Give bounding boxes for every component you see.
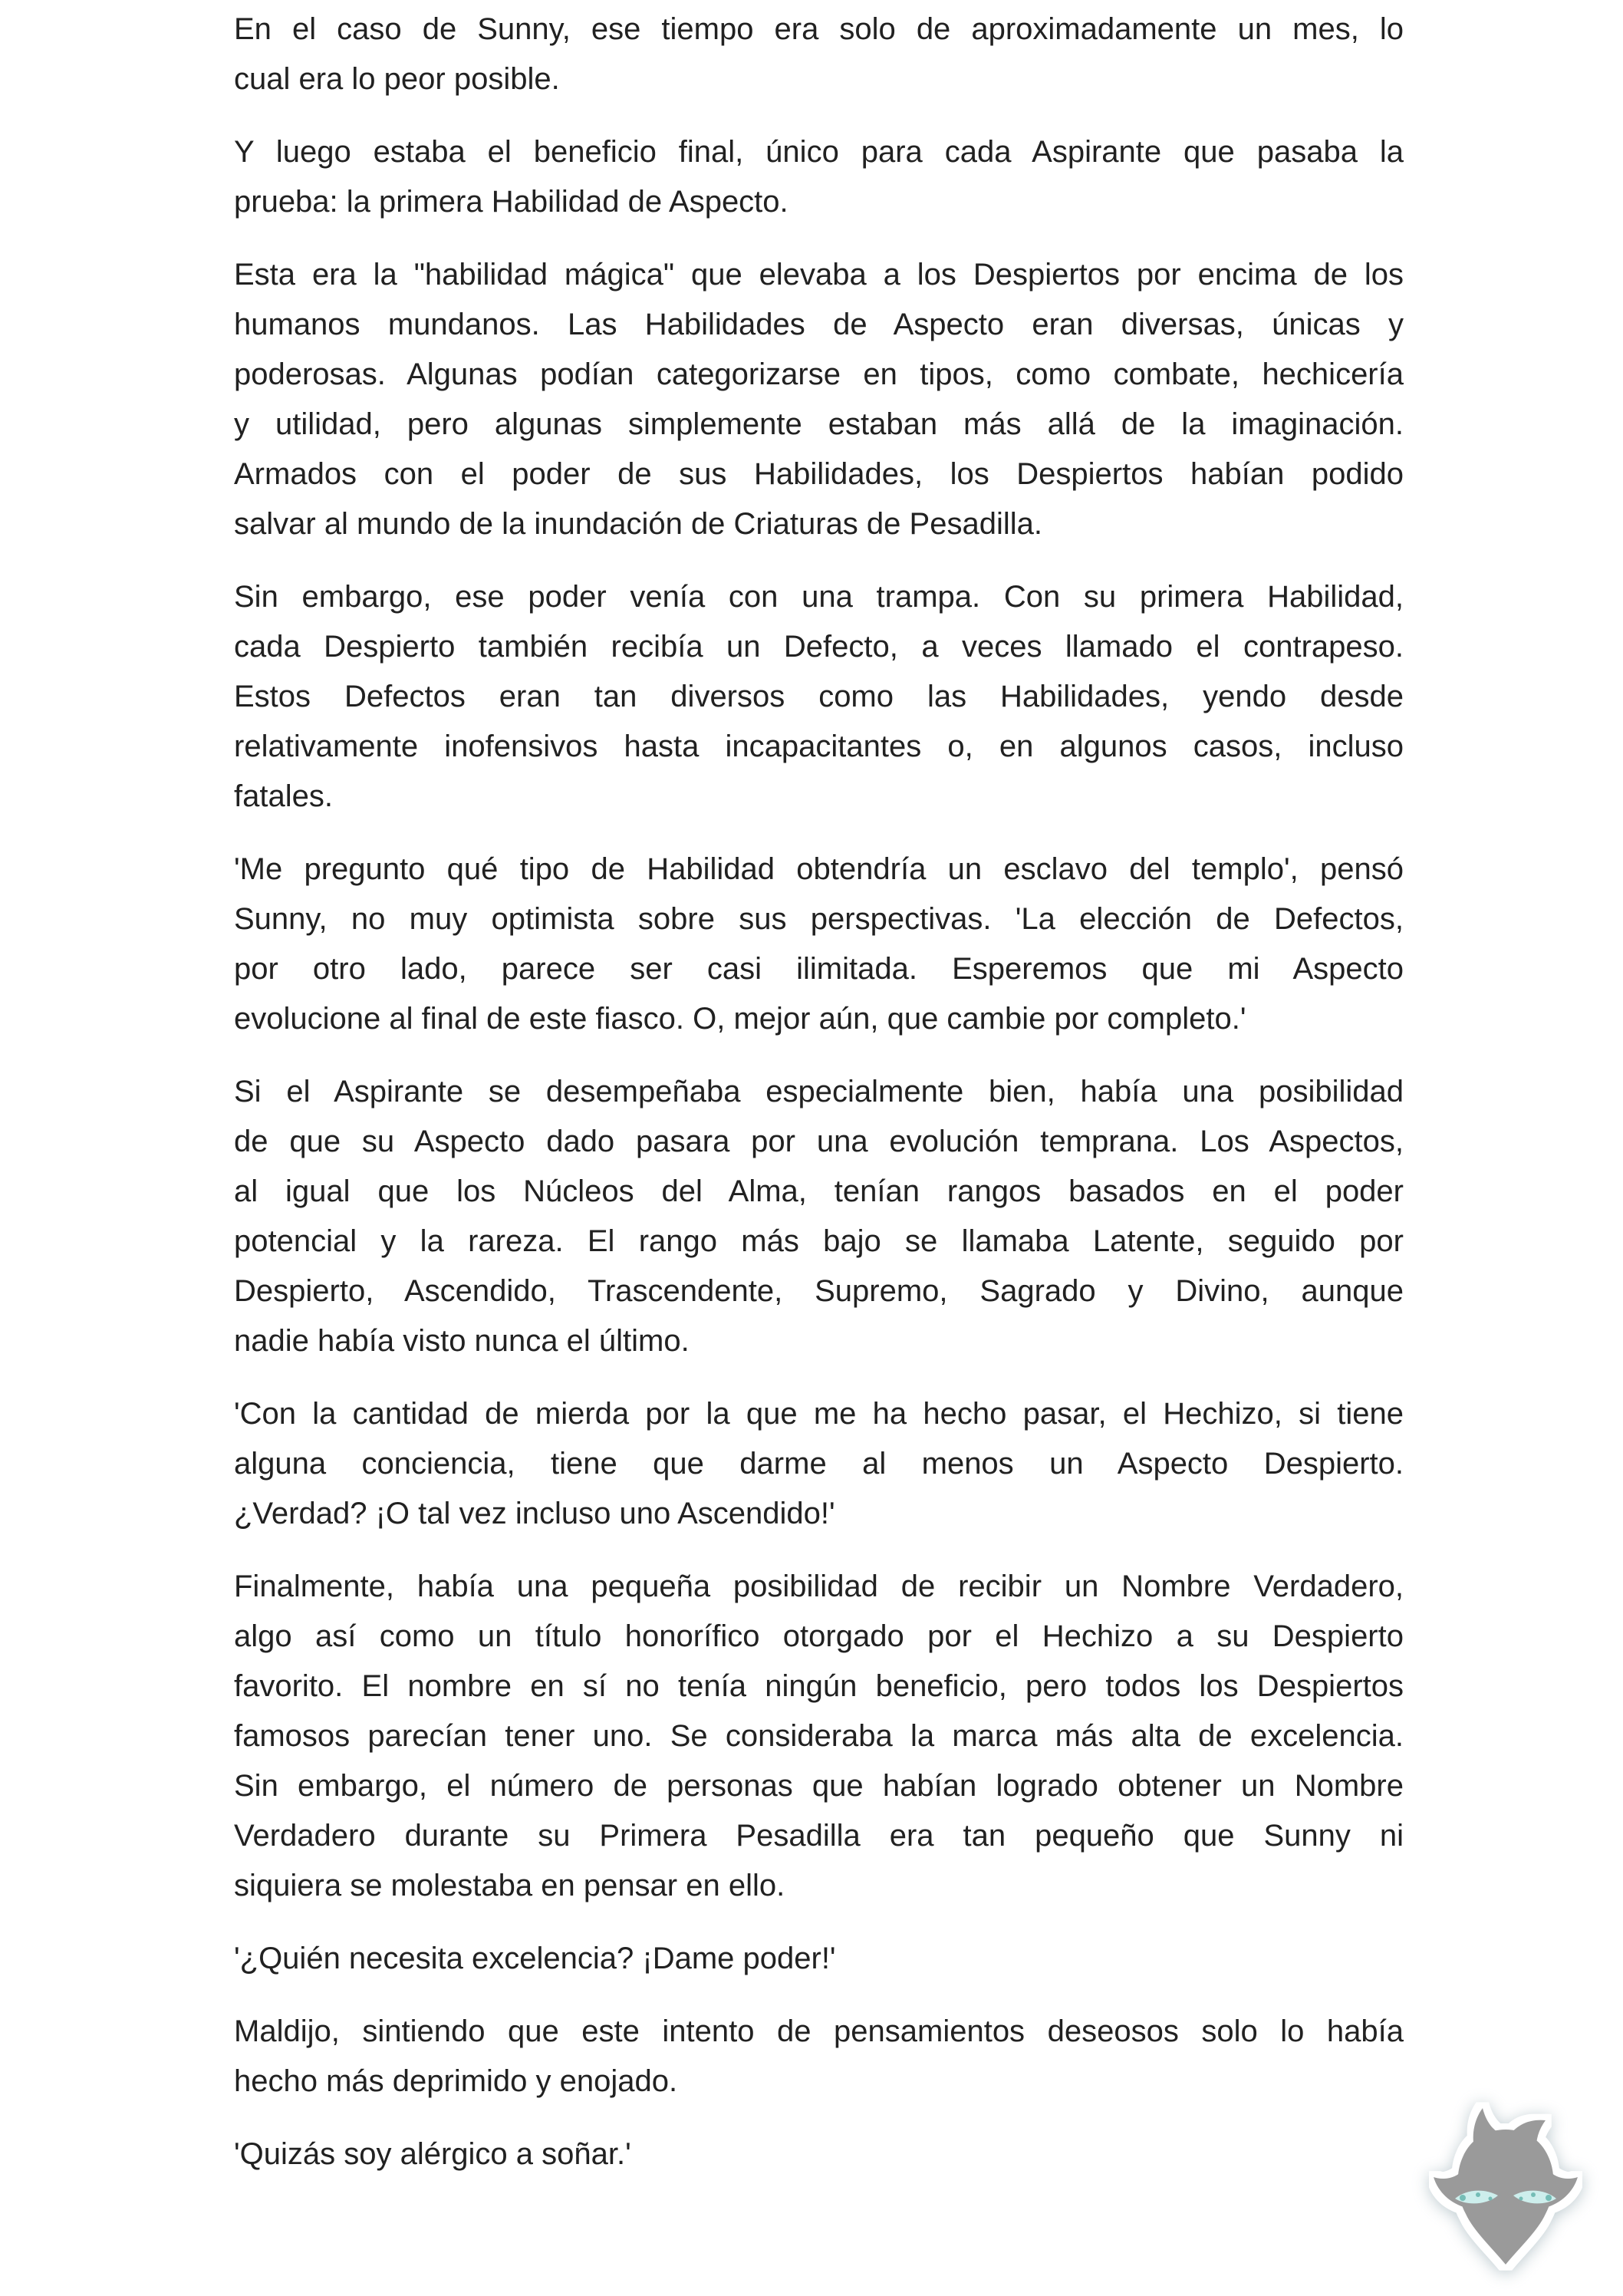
paragraph: [234, 2007, 1404, 2107]
text-line: 'Me pregunto qué tipo de Habilidad obtendría un esclavo del templo', pensó: [234, 852, 1404, 886]
text-line: famosos parecían tener uno. Se consideraba la marca más alta de excelencia.: [234, 1719, 1404, 1753]
text-line: de que su Aspecto dado pasara por una evolución temprana. Los Aspectos,: [234, 1125, 1404, 1158]
text-line: Si el Aspirante se desempeñaba especialmente bien, había una posibilidad: [234, 1075, 1404, 1108]
text-line: fatales.: [234, 779, 333, 813]
text-line: ¿Verdad? ¡O tal vez incluso uno Ascendido!': [234, 1497, 835, 1530]
demon-head-icon: [1429, 2102, 1582, 2271]
text-line: Sunny, no muy optimista sobre sus perspectivas. 'La elección de Defectos,: [234, 902, 1404, 936]
text-line: '¿Quién necesita excelencia? ¡Dame poder!': [234, 1942, 836, 1975]
text-line: Sin embargo, ese poder venía con una trampa. Con su primera Habilidad,: [234, 580, 1404, 614]
text-line: nadie había visto nunca el último.: [234, 1324, 690, 1358]
text-line: y utilidad, pero algunas simplemente estaban más allá de la imaginación.: [234, 407, 1404, 441]
text-line: Armados con el poder de sus Habilidades, los Despiertos habían podido: [234, 457, 1404, 491]
text-line: 'Quizás soy alérgico a soñar.': [234, 2137, 631, 2171]
text-line: potencial y la rareza. El rango más bajo se llamaba Latente, seguido por: [234, 1224, 1404, 1258]
paragraph: [234, 127, 1404, 227]
chapter-text: [234, 5, 1404, 2179]
paragraph: [234, 1067, 1404, 1366]
paragraph: [234, 5, 1404, 104]
text-line: Despierto, Ascendido, Trascendente, Supremo, Sagrado y Divino, aunque: [234, 1274, 1404, 1308]
text-line: por otro lado, parece ser casi ilimitada. Esperemos que mi Aspecto: [234, 952, 1404, 986]
text-line: al igual que los Núcleos del Alma, tenían rangos basados en el poder: [234, 1174, 1404, 1208]
text-line: Maldijo, sintiendo que este intento de pensamientos deseosos solo lo había: [234, 2014, 1404, 2048]
text-line: En el caso de Sunny, ese tiempo era solo de aproximadamente un mes, lo: [234, 12, 1404, 46]
text-line: evolucione al final de este fiasco. O, mejor aún, que cambie por completo.': [234, 1002, 1246, 1036]
text-line: prueba: la primera Habilidad de Aspecto.: [234, 185, 788, 219]
paragraph: [234, 1934, 1404, 1984]
brand-logo: [1429, 2102, 1582, 2271]
text-line: alguna conciencia, tiene que darme al menos un Aspecto Despierto.: [234, 1447, 1404, 1481]
text-line: humanos mundanos. Las Habilidades de Aspecto eran diversas, únicas y: [234, 308, 1404, 341]
paragraph: [234, 572, 1404, 822]
text-line: Finalmente, había una pequeña posibilidad de recibir un Nombre Verdadero,: [234, 1570, 1404, 1603]
text-line: cual era lo peor posible.: [234, 62, 560, 96]
text-line: Verdadero durante su Primera Pesadilla era tan pequeño que Sunny ni: [234, 1819, 1404, 1853]
paragraph: [234, 2130, 1404, 2179]
text-line: Y luego estaba el beneficio final, único para cada Aspirante que pasaba la: [234, 135, 1404, 169]
paragraph: [234, 1389, 1404, 1539]
paragraph: [234, 845, 1404, 1044]
paragraph: [234, 250, 1404, 549]
text-line: 'Con la cantidad de mierda por la que me ha hecho pasar, el Hechizo, si tiene: [234, 1397, 1404, 1431]
text-line: favorito. El nombre en sí no tenía ningún beneficio, pero todos los Despiertos: [234, 1669, 1404, 1703]
text-line: Sin embargo, el número de personas que habían logrado obtener un Nombre: [234, 1769, 1404, 1803]
text-line: hecho más deprimido y enojado.: [234, 2064, 678, 2098]
text-line: relativamente inofensivos hasta incapacitantes o, en algunos casos, incluso: [234, 730, 1404, 763]
text-line: salvar al mundo de la inundación de Criaturas de Pesadilla.: [234, 507, 1042, 541]
text-line: algo así como un título honorífico otorgado por el Hechizo a su Despierto: [234, 1619, 1404, 1653]
text-line: Esta era la "habilidad mágica" que elevaba a los Despiertos por encima de los: [234, 258, 1404, 292]
text-line: siquiera se molestaba en pensar en ello.: [234, 1869, 785, 1902]
paragraph: [234, 1562, 1404, 1911]
text-line: Estos Defectos eran tan diversos como las Habilidades, yendo desde: [234, 680, 1404, 713]
text-line: cada Despierto también recibía un Defecto, a veces llamado el contrapeso.: [234, 630, 1404, 664]
text-line: poderosas. Algunas podían categorizarse en tipos, como combate, hechicería: [234, 357, 1404, 391]
